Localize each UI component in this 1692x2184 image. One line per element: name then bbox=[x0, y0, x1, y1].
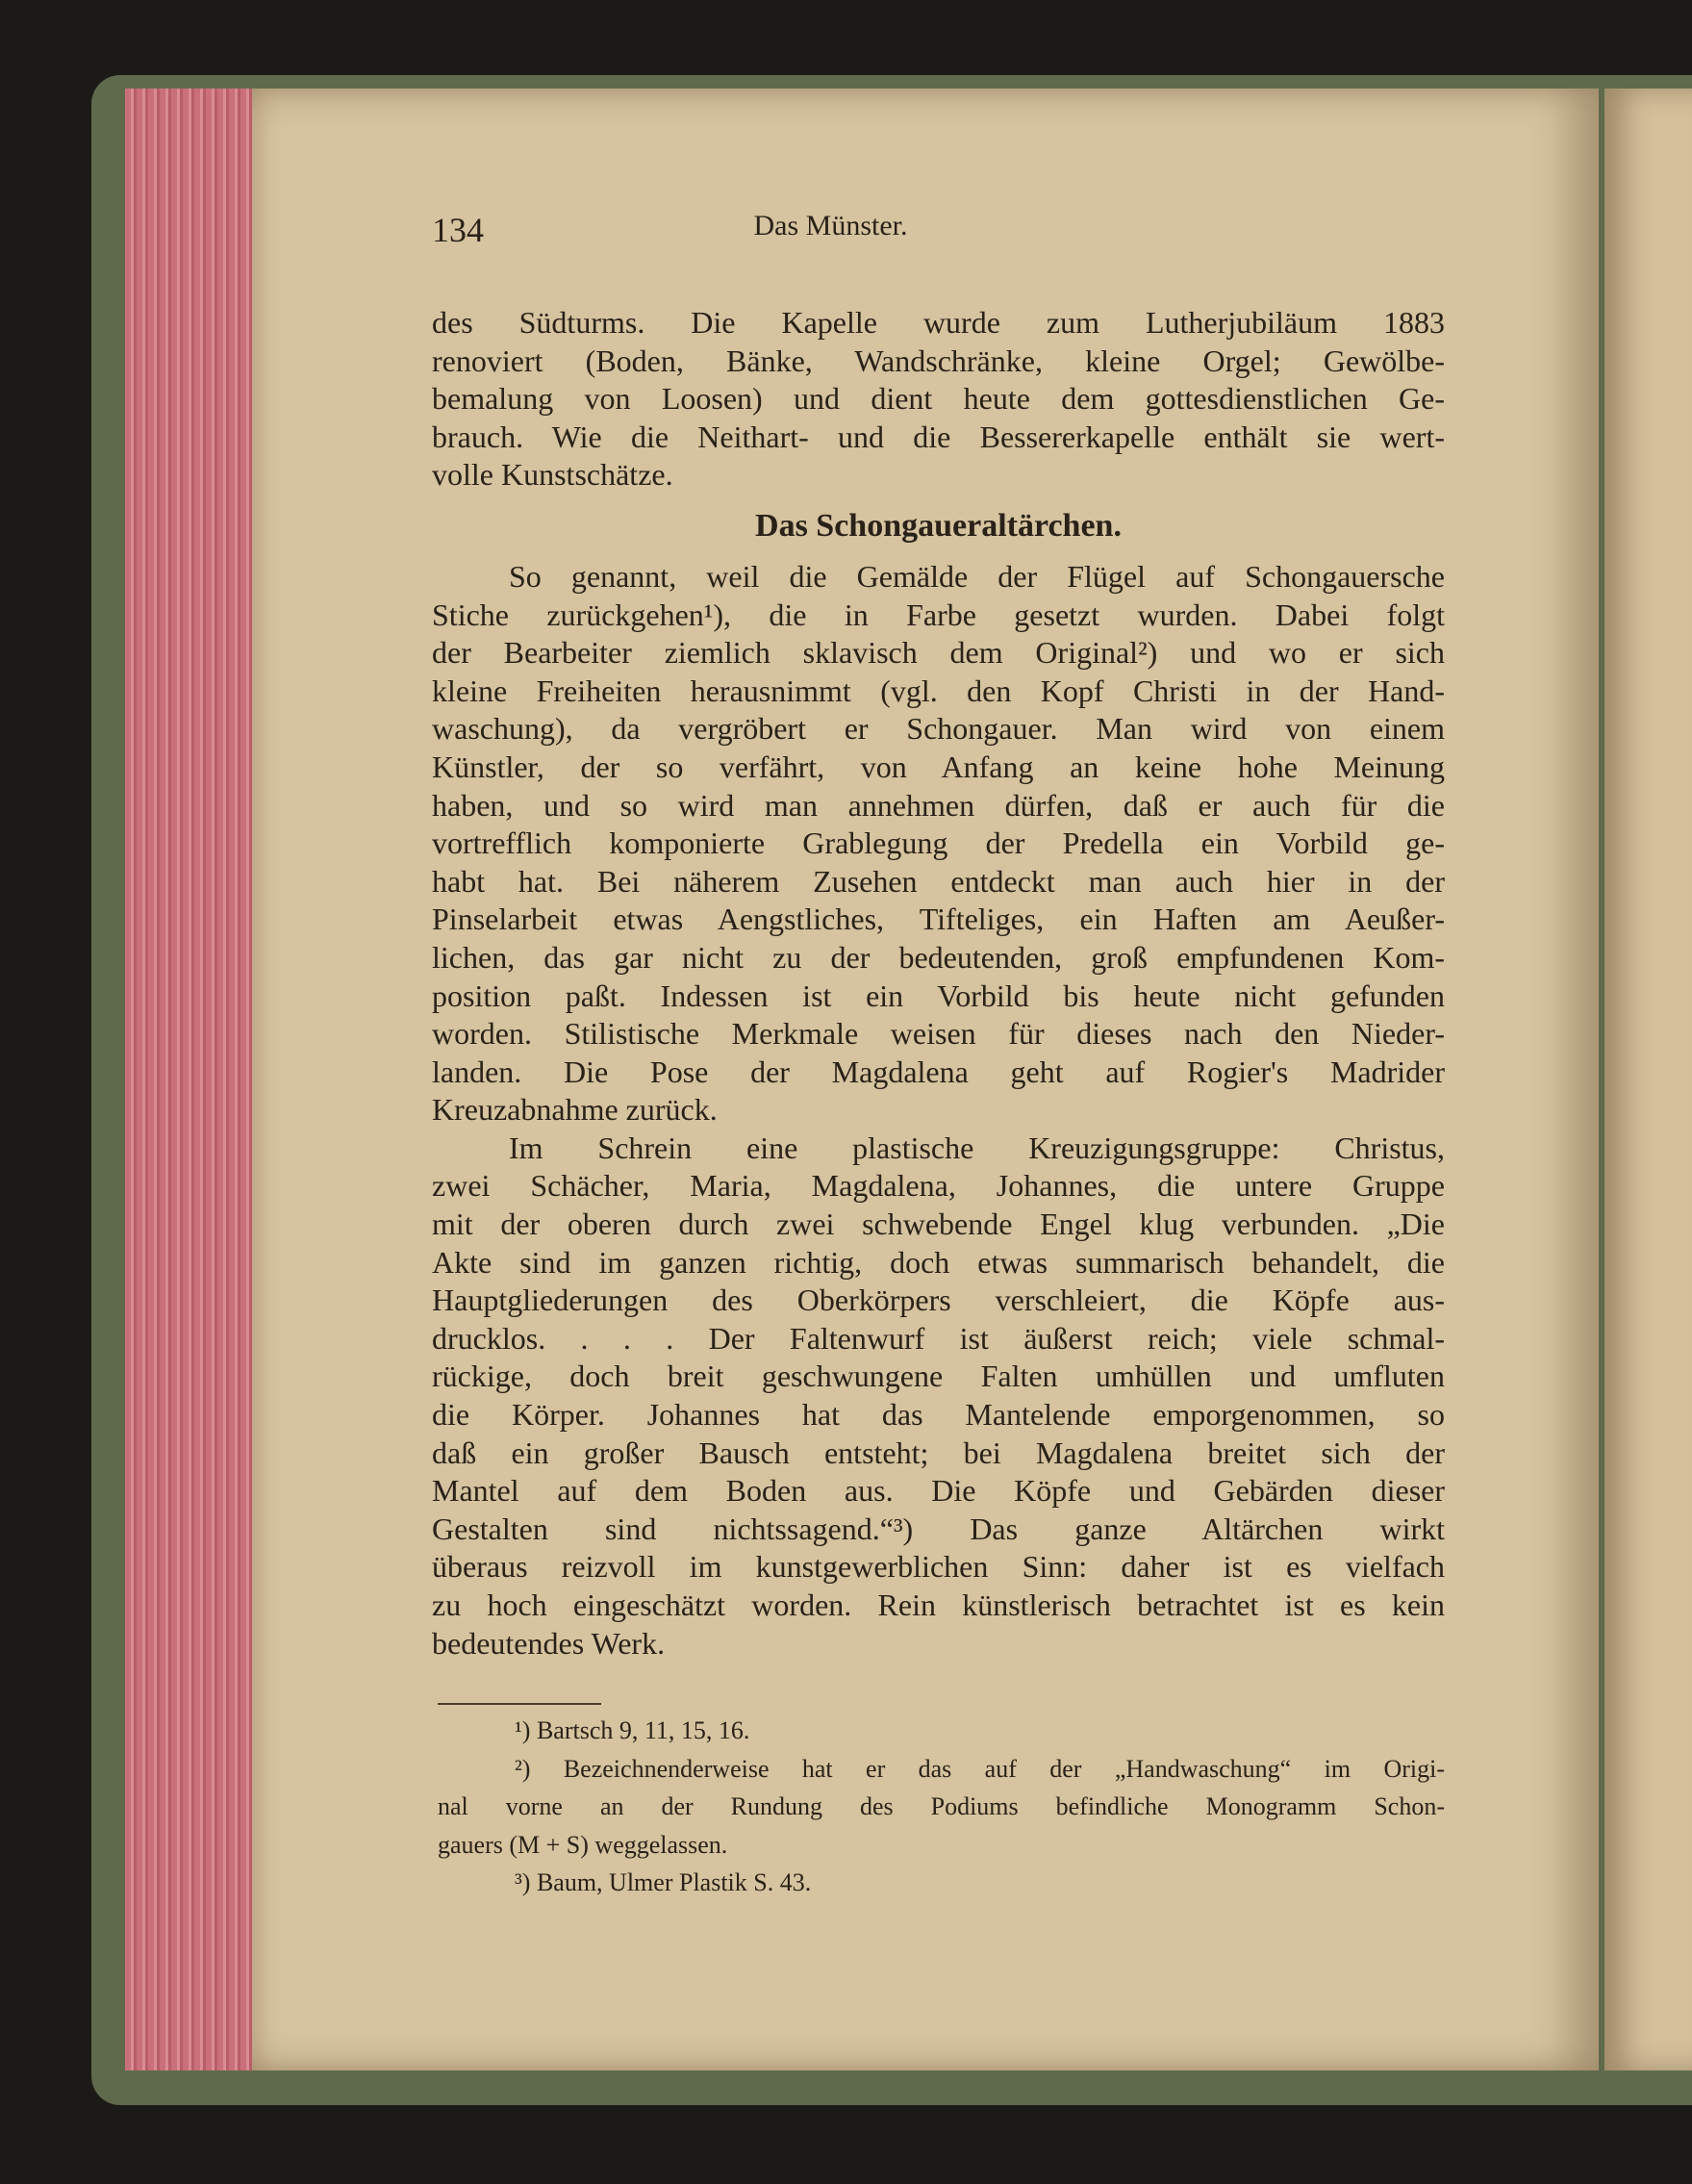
text-line: habt hat. Bei näherem Zusehen entdeckt man auch hier in der bbox=[432, 863, 1445, 899]
text-line: des Südturms. Die Kapelle wurde zum Lutherjubiläum 1883 bbox=[432, 305, 1445, 340]
text-line: zu hoch eingeschätzt worden. Rein künstlerisch betrachtet ist es kein bbox=[432, 1587, 1445, 1622]
text-line: rückige, doch breit geschwungene Falten umhüllen und umfluten bbox=[432, 1359, 1445, 1394]
footnote-rule bbox=[438, 1703, 601, 1705]
text-line: Pinselarbeit etwas Aengstliches, Tifteliges, ein Haften am Aeußer- bbox=[432, 902, 1445, 937]
text-line: So genannt, weil die Gemälde der Flügel auf Schongauersche bbox=[509, 558, 1445, 594]
text-line: der Bearbeiter ziemlich sklavisch dem Original²) und wo er sich bbox=[432, 635, 1445, 671]
text-line: Künstler, der so verfährt, von Anfang an keine hohe Meinung bbox=[432, 749, 1445, 784]
page-number: 134 bbox=[432, 211, 484, 249]
text-line: mit der oberen durch zwei schwebende Engel klug verbunden. „Die bbox=[432, 1206, 1445, 1242]
page-edges bbox=[125, 89, 260, 2070]
text-line: Mantel auf dem Boden aus. Die Köpfe und Gebärden dieser bbox=[432, 1473, 1445, 1509]
footnote-line: ¹) Bartsch 9, 11, 15, 16. bbox=[515, 1716, 750, 1744]
text-line: lichen, das gar nicht zu der bedeutenden, groß empfundenen Kom- bbox=[432, 939, 1445, 975]
running-title-wrap bbox=[0, 210, 1692, 242]
footnotes bbox=[438, 1714, 1445, 1905]
text-line: Gestalten sind nichtssagend.“³) Das ganze Altärchen wirkt bbox=[432, 1511, 1445, 1546]
text-line: Im Schrein eine plastische Kreuzigungsgruppe: Christus, bbox=[509, 1130, 1445, 1165]
text-line: bemalung von Loosen) und dient heute dem gottesdienstlichen Ge- bbox=[432, 381, 1445, 417]
body-text bbox=[432, 304, 1445, 1663]
text-line: Stiche zurückgehen¹), die in Farbe gesetzt wurden. Dabei folgt bbox=[432, 597, 1445, 632]
text-line: landen. Die Pose der Magdalena geht auf Rogier's Madrider bbox=[432, 1054, 1445, 1089]
paragraph-top bbox=[432, 304, 1445, 495]
text-line: renoviert (Boden, Bänke, Wandschränke, kleine Orgel; Gewölbe- bbox=[432, 343, 1445, 378]
text-line: waschung), da vergröbert er Schongauer. Man wird von einem bbox=[432, 711, 1445, 747]
text-line: brauch. Wie die Neithart- und die Bessererkapelle enthält sie wert- bbox=[432, 419, 1445, 454]
text-line: Kreuzabnahme zurück. bbox=[432, 1092, 718, 1128]
footnote-line: ²) Bezeichnenderweise hat er das auf der „Handwaschung“ im Origi- bbox=[515, 1754, 1445, 1783]
text-line: daß ein großer Bausch entsteht; bei Magdalena breitet sich der bbox=[432, 1435, 1445, 1470]
text-line: worden. Stilistische Merkmale weisen für dieses nach den Nieder- bbox=[432, 1016, 1445, 1052]
text-line: zwei Schächer, Maria, Magdalena, Johannes, die untere Gruppe bbox=[432, 1168, 1445, 1204]
facing-page bbox=[1604, 89, 1692, 2070]
text-line: die Körper. Johannes hat das Mantelende emporgenommen, so bbox=[432, 1397, 1445, 1433]
text-line: überaus reizvoll im kunstgewerblichen Sinn: daher ist es vielfach bbox=[432, 1549, 1445, 1585]
footnote-line: nal vorne an der Rundung des Podiums befindliche Monogramm Schon- bbox=[438, 1792, 1445, 1821]
text-line: Hauptgliederungen des Oberkörpers verschleiert, die Köpfe aus- bbox=[432, 1282, 1445, 1318]
text-line: position paßt. Indessen ist ein Vorbild bis heute nicht gefunden bbox=[432, 978, 1445, 1013]
section-heading: Das Schongaueraltärchen. bbox=[755, 507, 1122, 544]
text-line: Akte sind im ganzen richtig, doch etwas summarisch behandelt, die bbox=[432, 1244, 1445, 1280]
text-line: kleine Freiheiten herausnimmt (vgl. den Kopf Christi in der Hand- bbox=[432, 673, 1445, 708]
paragraph-main bbox=[432, 558, 1445, 1663]
text-line: bedeutendes Werk. bbox=[432, 1625, 666, 1661]
running-title: Das Münster. bbox=[753, 210, 908, 241]
text-line: haben, und so wird man annehmen dürfen, daß er auch für die bbox=[432, 787, 1445, 823]
footnote-line: ³) Baum, Ulmer Plastik S. 43. bbox=[515, 1868, 812, 1897]
footnote-line: gauers (M + S) weggelassen. bbox=[438, 1830, 728, 1859]
text-line: drucklos. . . . Der Faltenwurf ist äußerst reich; viele schmal- bbox=[432, 1320, 1445, 1356]
text-line: vortrefflich komponierte Grablegung der Predella ein Vorbild ge- bbox=[432, 825, 1445, 861]
text-line: volle Kunstschätze. bbox=[432, 457, 673, 493]
